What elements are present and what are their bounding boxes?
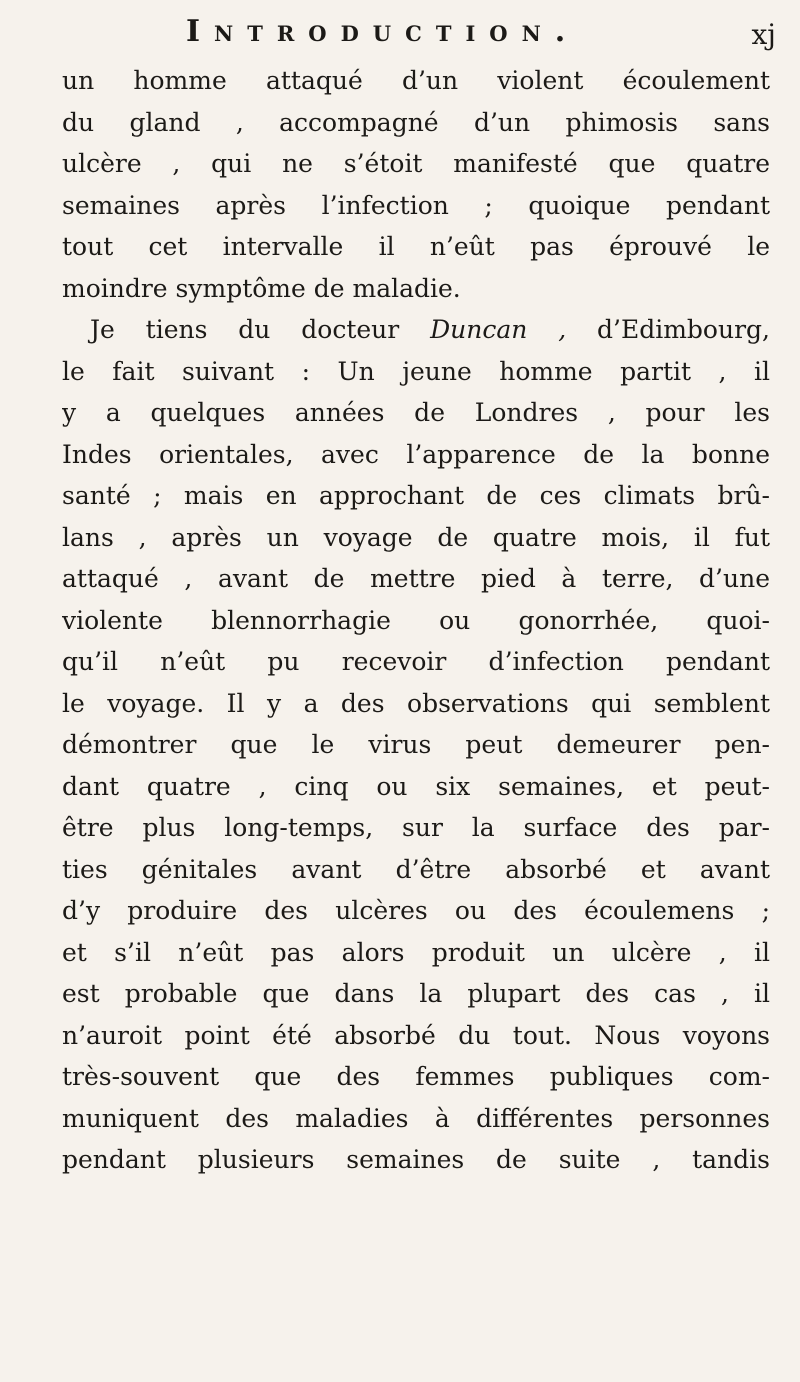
text-line-paragraph-start bbox=[62, 309, 770, 351]
text-line: santé ; mais en approchant de ces climats brû- bbox=[62, 481, 770, 510]
text-line: d’y produire des ulcères ou des écoulemens ; bbox=[62, 896, 770, 925]
text-line: moindre symptôme de maladie. bbox=[62, 273, 461, 303]
line-text: Je tiens du docteur bbox=[90, 315, 431, 344]
running-head-title: Introduction. bbox=[186, 14, 580, 49]
text-line: un homme attaqué d’un violent écoulement bbox=[62, 66, 770, 95]
text-line: ties génitales avant d’être absorbé et avant bbox=[62, 854, 770, 884]
text-line: lans , après un voyage de quatre mois, il fut bbox=[62, 522, 770, 552]
text-line: démontrer que le virus peut demeurer pen- bbox=[62, 730, 770, 759]
text-line: du gland , accompagné d’un phimosis sans bbox=[62, 107, 770, 137]
text-line: être plus long-temps, sur la surface des par- bbox=[62, 813, 770, 842]
text-line: très-souvent que des femmes publiques com- bbox=[62, 1062, 770, 1091]
italic-name: Duncan , bbox=[430, 315, 567, 344]
body-text bbox=[62, 60, 770, 1181]
text-line: qu’il n’eût pu recevoir d’infection pendant bbox=[62, 647, 770, 676]
line-text: d’Edimbourg, bbox=[566, 315, 770, 344]
text-line: n’auroit point été absorbé du tout. Nous voyons bbox=[62, 1020, 770, 1050]
page-number: xj bbox=[751, 18, 776, 51]
text-line: dant quatre , cinq ou six semaines, et peut- bbox=[62, 771, 770, 801]
text-line: pendant plusieurs semaines de suite , tandis bbox=[62, 1145, 770, 1174]
text-line: Indes orientales, avec l’apparence de la bonne bbox=[62, 439, 770, 469]
text-line: le voyage. Il y a des observations qui semblent bbox=[62, 688, 770, 718]
text-line: est probable que dans la plupart des cas , il bbox=[62, 979, 770, 1008]
text-line: et s’il n’eût pas alors produit un ulcère , il bbox=[62, 937, 770, 967]
text-line: le fait suivant : Un jeune homme partit , il bbox=[62, 356, 770, 386]
text-line: attaqué , avant de mettre pied à terre, d’une bbox=[62, 564, 770, 593]
text-line: y a quelques années de Londres , pour les bbox=[62, 398, 770, 427]
text-line: muniquent des maladies à différentes personnes bbox=[62, 1103, 770, 1133]
text-line: semaines après l’infection ; quoique pendant bbox=[62, 190, 770, 220]
text-line: ulcère , qui ne s’étoit manifesté que quatre bbox=[62, 149, 770, 178]
text-line: tout cet intervalle il n’eût pas éprouvé le bbox=[62, 232, 770, 261]
running-head bbox=[186, 14, 776, 54]
text-line: violente blennorrhagie ou gonorrhée, quoi- bbox=[62, 605, 770, 635]
